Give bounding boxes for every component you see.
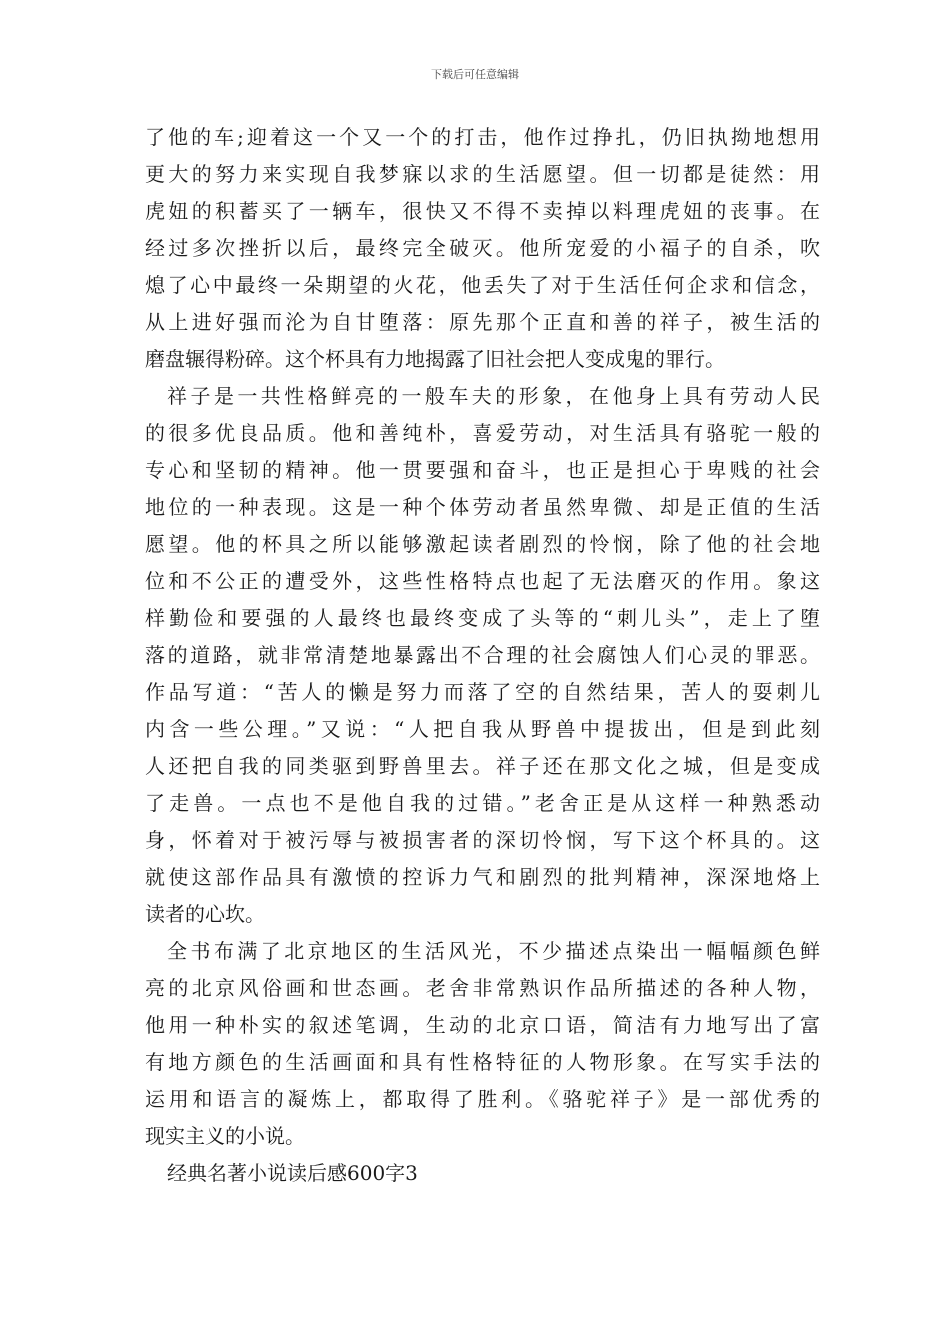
text-line: 样勤俭和要强的人最终也最终变成了头等的“刺儿头”，走上了堕 [145, 606, 820, 630]
text-line: 更大的努力来实现自我梦寐以求的生活愿望。但一切都是徒然：用 [145, 162, 820, 186]
paragraph [145, 1155, 820, 1192]
document-body [145, 119, 820, 1192]
text-line: 作品写道：“苦人的懒是努力而落了空的自然结果，苦人的耍刺儿 [145, 680, 820, 704]
paragraph [145, 933, 820, 1155]
text-line: 了走兽。一点也不是他自我的过错。”老舍正是从这样一种熟悉动 [145, 791, 820, 815]
text-line: 磨盘辗得粉碎。这个杯具有力地揭露了旧社会把人变成鬼的罪行。 [145, 347, 725, 371]
text-line: 经过多次挫折以后，最终完全破灭。他所宠爱的小福子的自杀，吹 [145, 236, 820, 260]
paragraph [145, 378, 820, 933]
text-line: 亮的北京风俗画和世态画。老舍非常熟识作品所描述的各种人物， [145, 976, 820, 1000]
text-line: 专心和坚韧的精神。他一贯要强和奋斗，也正是担心于卑贱的社会 [145, 458, 820, 482]
text-line: 地位的一种表现。这是一种个体劳动者虽然卑微、却是正值的生活 [145, 495, 820, 519]
text-line: 全书布满了北京地区的生活风光，不少描述点染出一幅幅颜色鲜 [167, 939, 820, 963]
text-line: 愿望。他的杯具之所以能够激起读者剧烈的怜悯，除了他的社会地 [145, 532, 820, 556]
text-line: 内含一些公理。”又说：“人把自我从野兽中提拔出，但是到此刻 [145, 717, 820, 741]
text-line: 现实主义的小说。 [145, 1124, 305, 1148]
text-line: 位和不公正的遭受外，这些性格特点也起了无法磨灭的作用。象这 [145, 569, 820, 593]
text-line: 运用和语言的凝炼上，都取得了胜利。《骆驼祥子》是一部优秀的 [145, 1087, 820, 1111]
text-line: 从上进好强而沦为自甘堕落：原先那个正直和善的祥子，被生活的 [145, 310, 820, 334]
paragraph [145, 119, 820, 378]
text-line: 虎妞的积蓄买了一辆车，很快又不得不卖掉以料理虎妞的丧事。在 [145, 199, 820, 223]
text-line: 了他的车;迎着这一个又一个的打击，他作过挣扎，仍旧执拗地想用 [145, 125, 820, 149]
text-line: 人还把自我的同类驱到野兽里去。祥子还在那文化之城，但是变成 [145, 754, 820, 778]
text-line: 他用一种朴实的叙述笔调，生动的北京口语，简洁有力地写出了富 [145, 1013, 820, 1037]
text-line: 就使这部作品具有激愤的控诉力气和剧烈的批判精神，深深地烙上 [145, 865, 820, 889]
page-header: 下载后可任意编辑 [431, 68, 519, 81]
text-line: 熄了心中最终一朵期望的火花，他丢失了对于生活任何企求和信念， [145, 273, 820, 297]
text-line: 读者的心坎。 [145, 902, 265, 926]
text-line: 有地方颜色的生活画面和具有性格特征的人物形象。在写实手法的 [145, 1050, 820, 1074]
text-line: 经典名著小说读后感600字3 [167, 1161, 418, 1185]
text-line: 祥子是一共性格鲜亮的一般车夫的形象，在他身上具有劳动人民 [167, 384, 820, 408]
text-line: 身，怀着对于被污辱与被损害者的深切怜悯，写下这个杯具的。这 [145, 828, 820, 852]
text-line: 落的道路，就非常清楚地暴露出不合理的社会腐蚀人们心灵的罪恶。 [145, 643, 820, 667]
text-line: 的很多优良品质。他和善纯朴，喜爱劳动，对生活具有骆驼一般的 [145, 421, 820, 445]
